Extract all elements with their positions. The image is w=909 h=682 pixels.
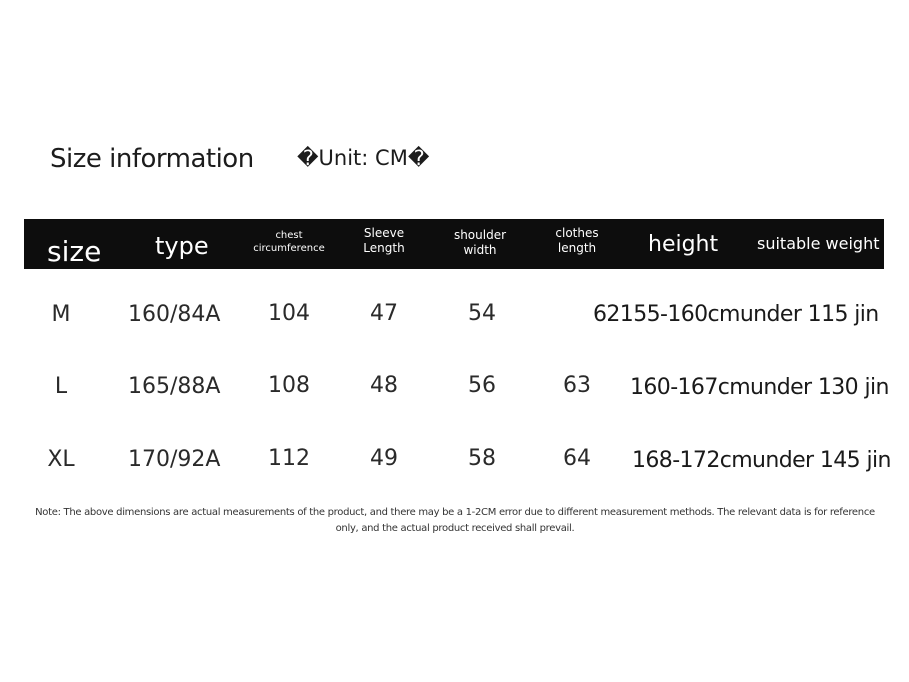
table-row-m-sleeve: 47 [370, 301, 398, 326]
table-row-m-shoulder: 54 [468, 301, 496, 326]
header-shoulder-width: shoulder width [453, 228, 507, 257]
header-sleeve-length: Sleeve Length [363, 226, 405, 255]
table-row-l-shoulder: 56 [468, 373, 496, 398]
table-row-l-clothes: 63 [563, 373, 591, 398]
table-row-xl-clothes: 64 [563, 446, 591, 471]
table-row-l-height-weight: 160-167cmunder 130 jin [630, 375, 889, 400]
table-row-m-chest: 104 [268, 301, 310, 326]
table-row-l-sleeve: 48 [370, 373, 398, 398]
header-clothes-length: clothes length [555, 226, 599, 255]
table-row-l-type: 165/88A [128, 374, 221, 399]
header-chest-circumference: chest circumference [253, 230, 325, 254]
page-title: Size information [50, 144, 254, 174]
header-type: type [155, 232, 209, 260]
header-suitable-weight: suitable weight [757, 234, 880, 253]
disclaimer-note: Note: The above dimensions are actual measurements of the product, and there may be a 1-2CM error due to different measurement methods. The relevant data is for reference only, and the actual product received shall prevail. [35, 507, 875, 534]
table-row-m-type: 160/84A [128, 302, 221, 327]
unit-label: �Unit: CM� [297, 146, 430, 170]
table-row-xl-type: 170/92A [128, 447, 221, 472]
table-row-l-size: L [54, 374, 68, 399]
table-row-l-chest: 108 [268, 373, 310, 398]
table-row-xl-shoulder: 58 [468, 446, 496, 471]
header-height: height [648, 232, 719, 257]
table-row-xl-height-weight: 168-172cmunder 145 jin [632, 448, 891, 473]
table-row-m-height-weight: 62155-160cmunder 115 jin [593, 302, 879, 327]
table-row-xl-sleeve: 49 [370, 446, 398, 471]
table-row-xl-size: XL [47, 447, 75, 472]
table-row-xl-chest: 112 [268, 446, 310, 471]
table-row-m-size: M [51, 302, 71, 327]
header-size: size [47, 235, 102, 268]
